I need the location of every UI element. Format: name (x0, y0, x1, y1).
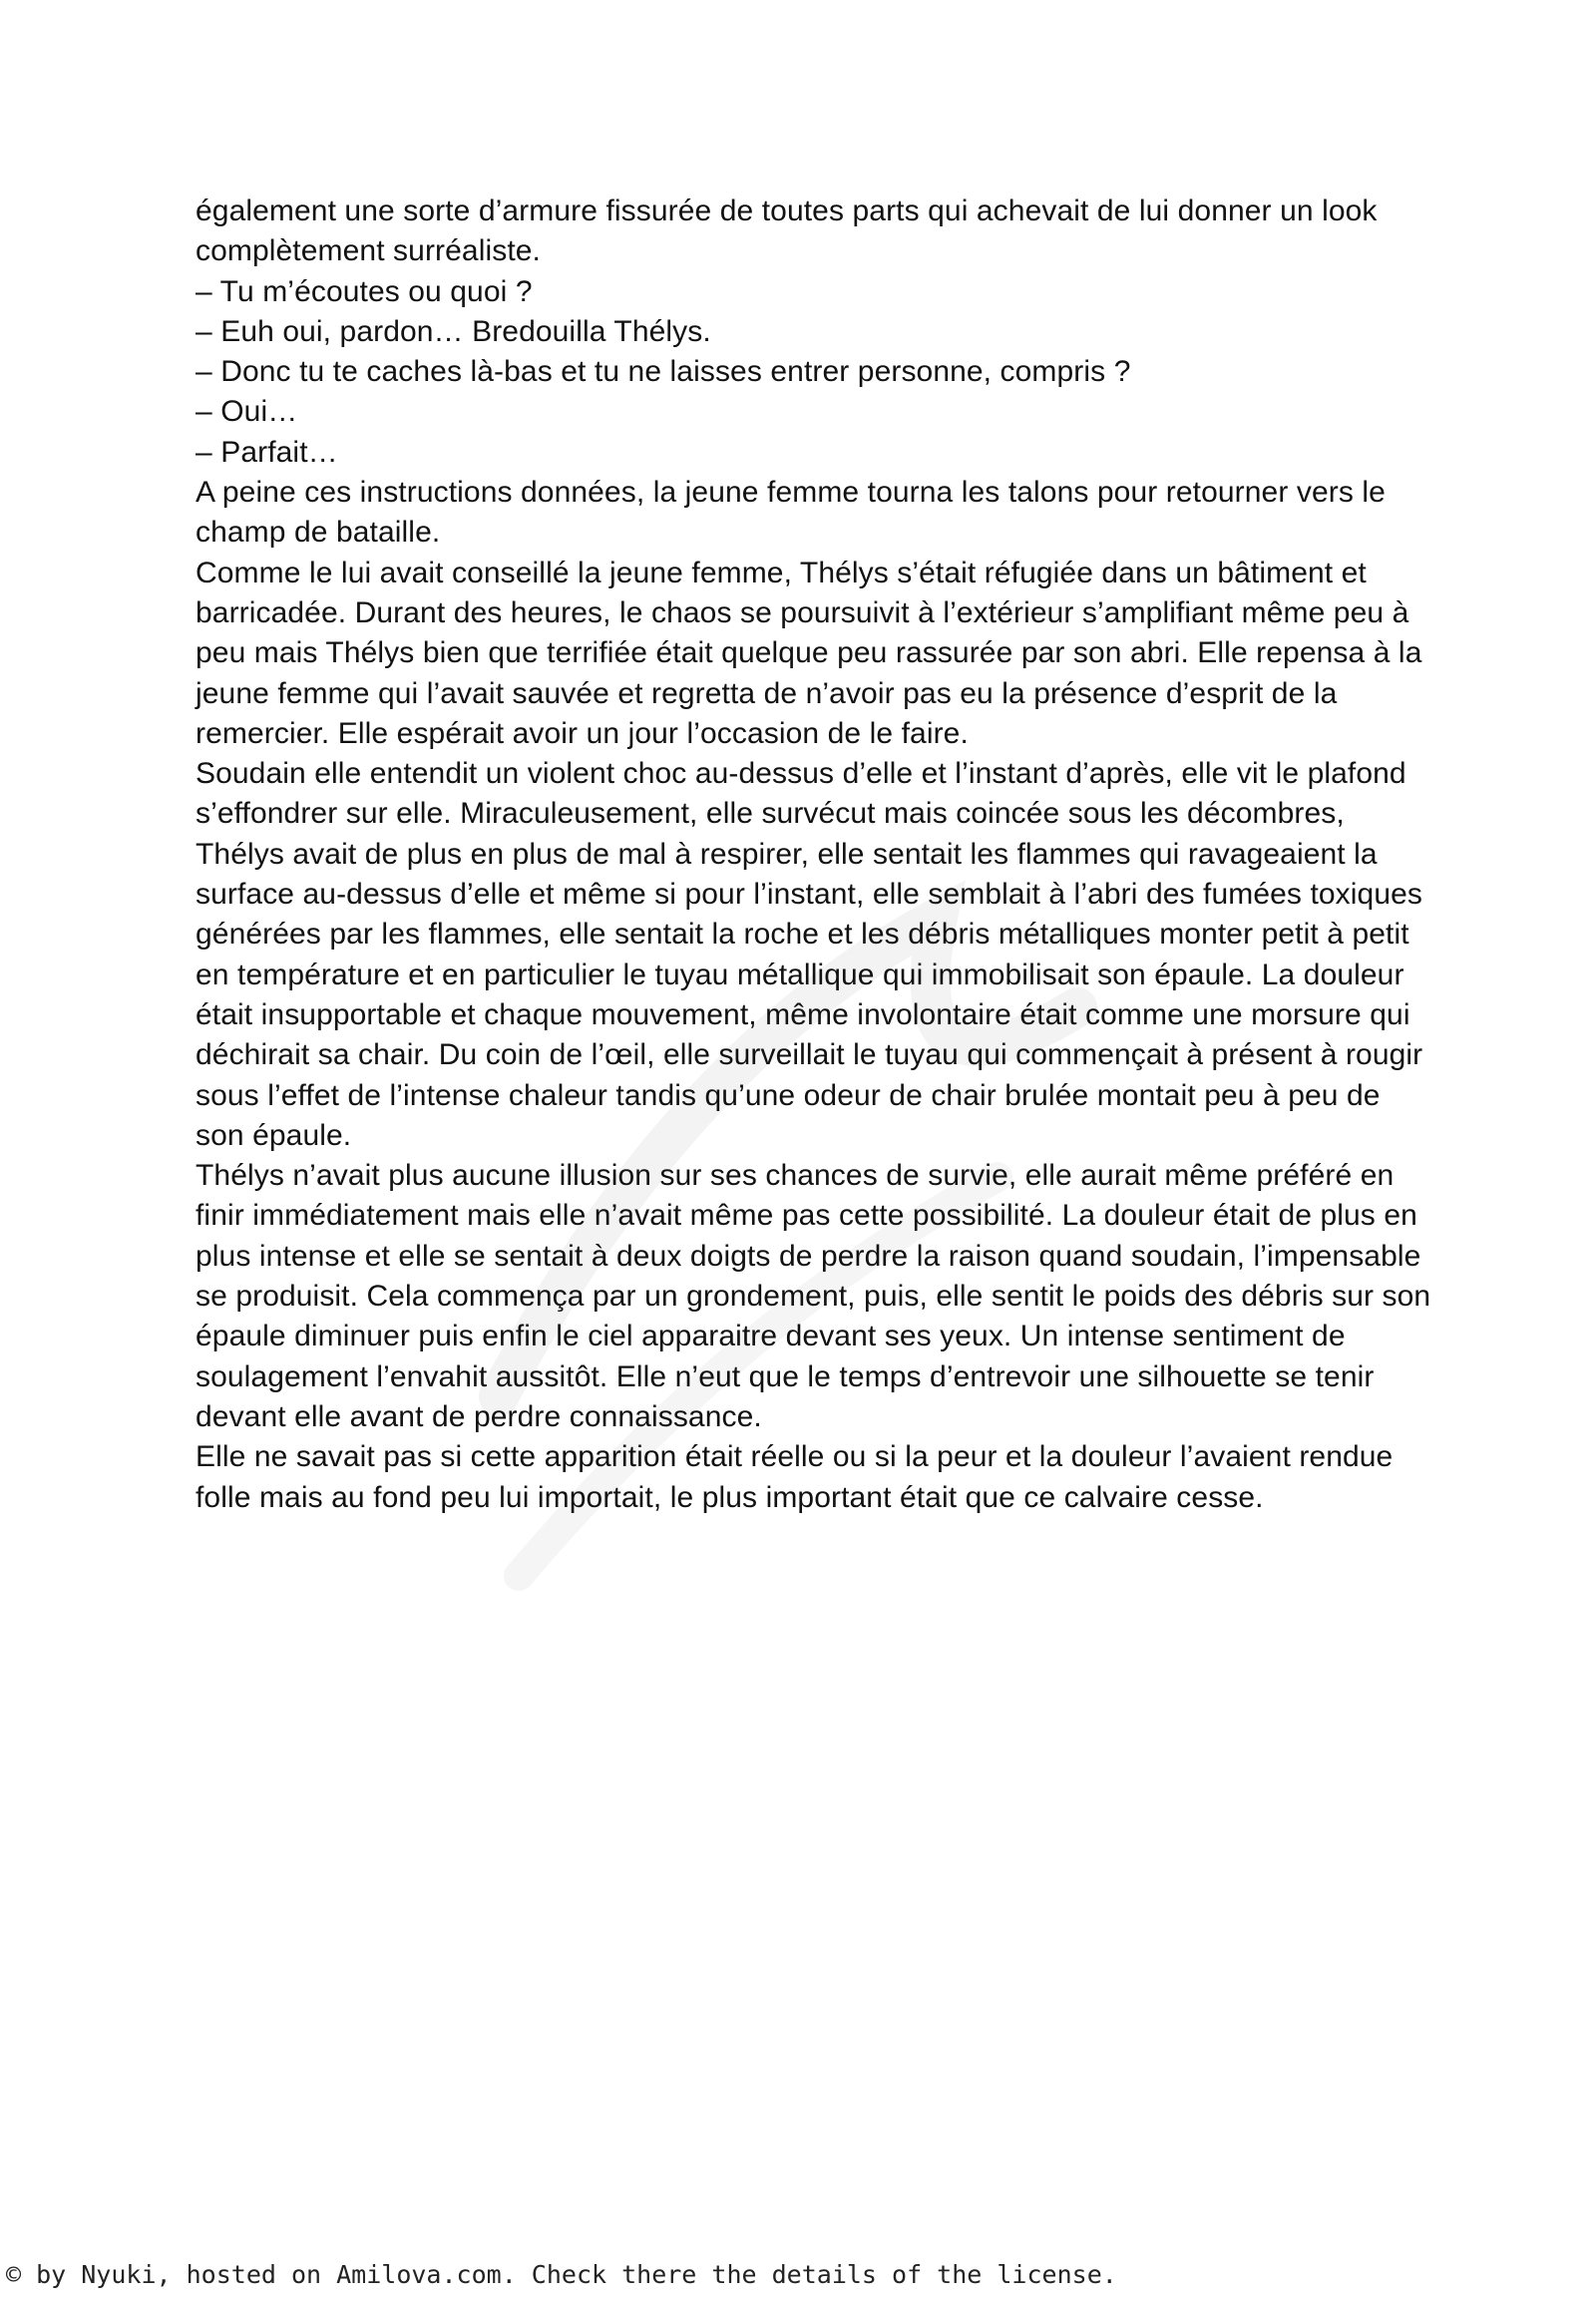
dialogue-line-2: – Euh oui, pardon… Bredouilla Thélys. (196, 314, 711, 348)
license-footer: © by Nyuki, hosted on Amilova.com. Check there the details of the license. (6, 2260, 1117, 2289)
body-text (196, 192, 1432, 1518)
paragraph-2: A peine ces instructions données, la jeune femme tourna les talons pour retourner vers le champ de bataille. (196, 476, 1386, 550)
paragraph-1: également une sorte d’armure fissurée de toutes parts qui achevait de lui donner un look complètement surréaliste. (196, 194, 1378, 268)
dialogue-line-3: – Donc tu te caches là-bas et tu ne laisses entrer personne, compris ? (196, 355, 1131, 389)
dialogue-line-5: – Parfait… (196, 435, 338, 469)
paragraph-6: Elle ne savait pas si cette apparition était réelle ou si la peur et la douleur l’avaient rendue folle mais au fond peu lui importait, le plus important était que ce calvaire cesse. (196, 1440, 1394, 1514)
dialogue-line-4: – Oui… (196, 395, 298, 429)
paragraph-3: Comme le lui avait conseillé la jeune femme, Thélys s’était réfugiée dans un bâtiment et barricadée. Durant des heures, le chaos se poursuivit à l’extérieur s’amplifiant même peu à peu mais Thélys bien que terrifiée était quelque peu rassurée par son abri. Elle repensa à la jeune femme qui l’avait sauvée et regretta de n’avoir pas eu la présence d’esprit de la remercier. Elle espérait avoir un jour l’occasion de le faire. (196, 556, 1422, 750)
paragraph-4: Soudain elle entendit un violent choc au-dessus d’elle et l’instant d’après, elle vit le plafond s’effondrer sur elle. Miraculeusement, elle survécut mais coincée sous les décombres, Thélys avait de plus en plus de mal à respirer, elle sentait les flammes qui ravageaient la surface au-dessus d’elle et même si pour l’instant, elle semblait à l’abri des fumées toxiques générées par les flammes, elle sentait la roche et les débris métalliques monter petit à petit en température et en particulier le tuyau métallique qui immobilisait son épaule. La douleur était insupportable et chaque mouvement, même involontaire était comme une morsure qui déchirait sa chair. Du coin de l’œil, elle surveillait le tuyau qui commençait à présent à rougir sous l’effet de l’intense chaleur tandis qu’une odeur de chair brulée montait peu à peu de son épaule. (196, 757, 1423, 1152)
paragraph-5: Thélys n’avait plus aucune illusion sur ses chances de survie, elle aurait même préféré en finir immédiatement mais elle n’avait même pas cette possibilité. La douleur était de plus en plus intense et elle se sentait à deux doigts de perdre la raison quand soudain, l’impensable se produisit. Cela commença par un grondement, puis, elle sentit le poids des débris sur son épaule diminuer puis enfin le ciel apparaitre devant ses yeux. Un intense sentiment de soulagement l’envahit aussitôt. Elle n’eut que le temps d’entrevoir une silhouette se tenir devant elle avant de perdre connaissance. (196, 1159, 1431, 1433)
dialogue-line-1: – Tu m’écoutes ou quoi ? (196, 274, 533, 308)
